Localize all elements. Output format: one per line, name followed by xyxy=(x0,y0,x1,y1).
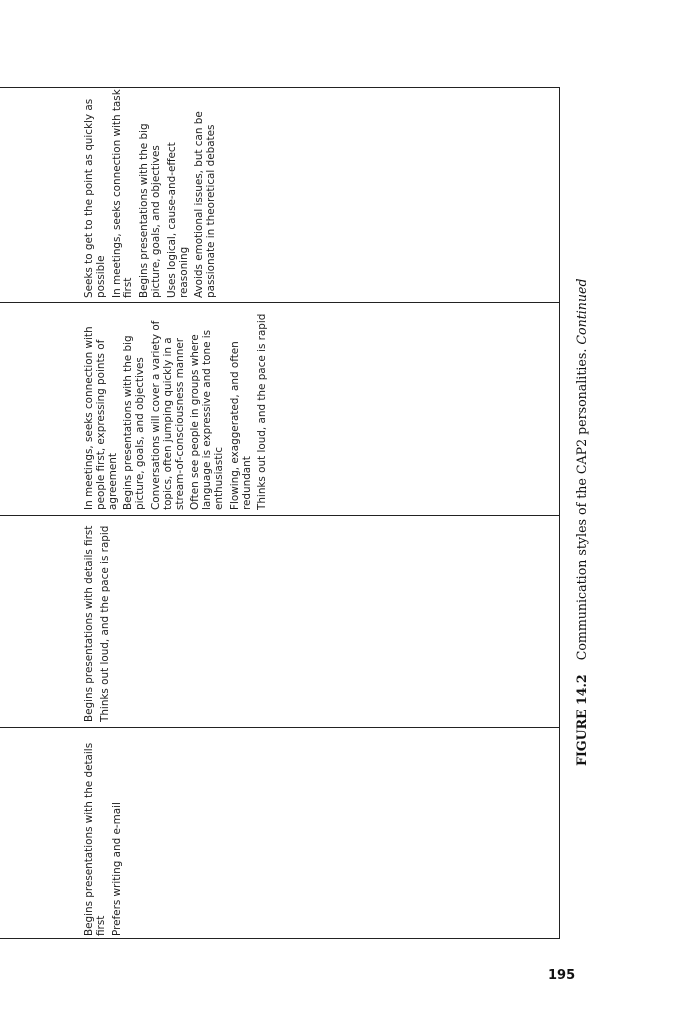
cell-item: Avoids emotional issues, but can be passionate in theoretical debates xyxy=(193,111,218,298)
cell-item: Prefers writing and e-mail xyxy=(110,802,123,936)
cell-item: Begins presentations with the details first xyxy=(83,742,107,936)
table-cell xyxy=(84,512,116,722)
table-cell xyxy=(84,726,127,936)
cell-item: Uses logical, cause-and-effect reasoning xyxy=(165,142,190,298)
cell-item: Begins presentations with details first xyxy=(83,525,95,722)
caption-continued: Continued xyxy=(574,278,589,345)
figure-label: FIGURE 14.2 xyxy=(574,674,589,766)
cell-item: In meetings, seeks connection with task first xyxy=(110,89,135,298)
page-number: 195 xyxy=(548,968,576,983)
cell-item: Thinks out loud, and the pace is rapid xyxy=(256,313,269,510)
cell-item: In meetings, seeks connection with people first, expressing points of agreement xyxy=(83,326,119,510)
cell-item: Begins presentations with the big picture, goals, and objectives xyxy=(138,123,162,298)
cell-item: Flowing, exaggerated, and often redundant xyxy=(228,341,253,510)
table-cell xyxy=(84,300,273,510)
table-cell xyxy=(84,88,222,298)
cell-item: Begins presentations with the big picture, goals, and objectives xyxy=(122,335,147,510)
figure-caption xyxy=(574,266,590,766)
cell-item: Seeks to get to the point as quickly as possible xyxy=(83,98,107,298)
caption-text: Communication styles of the CAP2 personalities. xyxy=(574,348,589,661)
cell-item: Thinks out loud, and the pace is rapid xyxy=(98,525,111,722)
cell-item: Conversations will cover a variety of topics, often jumping quickly in a stream-of-consciousness manner xyxy=(149,320,186,510)
cell-item: Often see people in groups where language is expressive and tone is enthusiastic xyxy=(189,329,225,510)
